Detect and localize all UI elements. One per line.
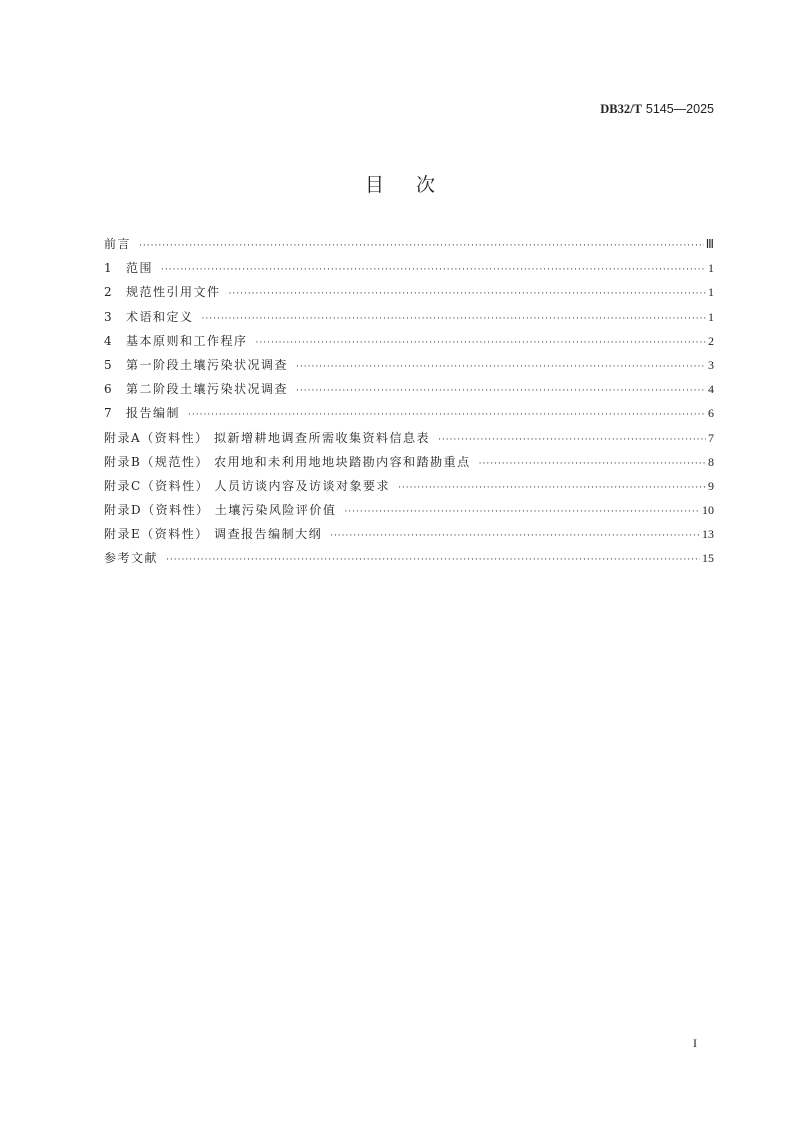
toc-entry-page: 3 — [708, 357, 714, 372]
toc-entry-label: 术语和定义 — [126, 309, 194, 324]
leader-dots — [161, 265, 706, 275]
toc-entry-label: 参考文献 — [104, 551, 159, 566]
toc-entry-page: 1 — [708, 285, 714, 300]
leader-dots — [202, 314, 706, 324]
toc-entry-label: 第二阶段土壤污染状况调查 — [126, 382, 289, 397]
toc-entry[interactable] — [104, 259, 714, 283]
toc-entry-label: 附录D（资料性） 土壤污染风险评价值 — [104, 503, 337, 518]
toc-entry[interactable] — [104, 332, 714, 356]
document-code — [600, 101, 714, 117]
leader-dots — [296, 362, 706, 372]
toc-entry-page: 4 — [708, 382, 714, 397]
toc-entry-page: 9 — [708, 478, 714, 493]
toc-entry-page: 15 — [702, 551, 714, 566]
toc-entry[interactable] — [104, 429, 714, 453]
toc-entry-label: 前言 — [104, 237, 132, 251]
toc-entry-page: 1 — [708, 309, 714, 324]
toc-entry-label: 附录C（资料性） 人员访谈内容及访谈对象要求 — [104, 478, 390, 493]
toc-entry[interactable] — [104, 283, 714, 307]
toc-entry-number: 5 — [104, 357, 112, 372]
toc-entry[interactable] — [104, 549, 714, 573]
table-of-contents — [104, 235, 714, 574]
toc-entry[interactable] — [104, 477, 714, 501]
leader-dots — [166, 555, 700, 565]
leader-dots — [398, 483, 706, 493]
page-number: I — [693, 1036, 697, 1050]
leader-dots — [229, 289, 706, 299]
toc-entry-page: 13 — [702, 527, 714, 542]
toc-entry[interactable] — [104, 453, 714, 477]
toc-entry[interactable] — [104, 501, 714, 525]
toc-entry-page: 2 — [708, 333, 714, 348]
toc-entry-number: 7 — [104, 406, 112, 421]
toc-entry-label: 附录B（规范性） 农用地和未利用地地块踏勘内容和踏勘重点 — [104, 454, 471, 469]
toc-entry-number: 1 — [104, 261, 112, 276]
toc-entry[interactable] — [104, 356, 714, 380]
toc-entry-page: 8 — [708, 454, 714, 469]
toc-entry-page: 7 — [708, 430, 714, 445]
toc-entry-label: 范围 — [126, 261, 154, 276]
toc-entry-label: 报告编制 — [126, 406, 181, 421]
leader-dots — [344, 507, 700, 517]
toc-entry[interactable] — [104, 235, 714, 259]
toc-entry-page: 10 — [702, 503, 714, 518]
toc-entry-label: 基本原则和工作程序 — [126, 333, 248, 348]
page-title: 目次 — [364, 174, 467, 196]
toc-entry-number: 3 — [104, 309, 112, 324]
toc-entry-label: 规范性引用文件 — [126, 285, 221, 300]
code-number: 5145—2025 — [645, 102, 714, 116]
leader-dots — [479, 459, 706, 469]
leader-dots — [139, 241, 704, 251]
toc-entry-label: 附录E（资料性） 调查报告编制大纲 — [104, 527, 323, 542]
toc-entry[interactable] — [104, 404, 714, 428]
toc-entry-label: 附录A（资料性） 拟新增耕地调查所需收集资料信息表 — [104, 430, 430, 445]
toc-entry[interactable] — [104, 308, 714, 332]
leader-dots — [256, 338, 706, 348]
toc-entry-number: 4 — [104, 333, 112, 348]
toc-entry-number: 2 — [104, 285, 112, 300]
toc-entry-label: 第一阶段土壤污染状况调查 — [126, 357, 289, 372]
leader-dots — [438, 435, 706, 445]
leader-dots — [188, 410, 706, 420]
toc-entry-page: Ⅲ — [705, 237, 714, 251]
leader-dots — [330, 531, 700, 541]
code-prefix: DB32/T — [600, 102, 642, 116]
toc-entry-page: 6 — [708, 406, 714, 421]
toc-entry[interactable] — [104, 525, 714, 549]
toc-entry-page: 1 — [708, 261, 714, 276]
toc-entry[interactable] — [104, 380, 714, 404]
toc-entry-number: 6 — [104, 382, 112, 397]
leader-dots — [296, 386, 706, 396]
